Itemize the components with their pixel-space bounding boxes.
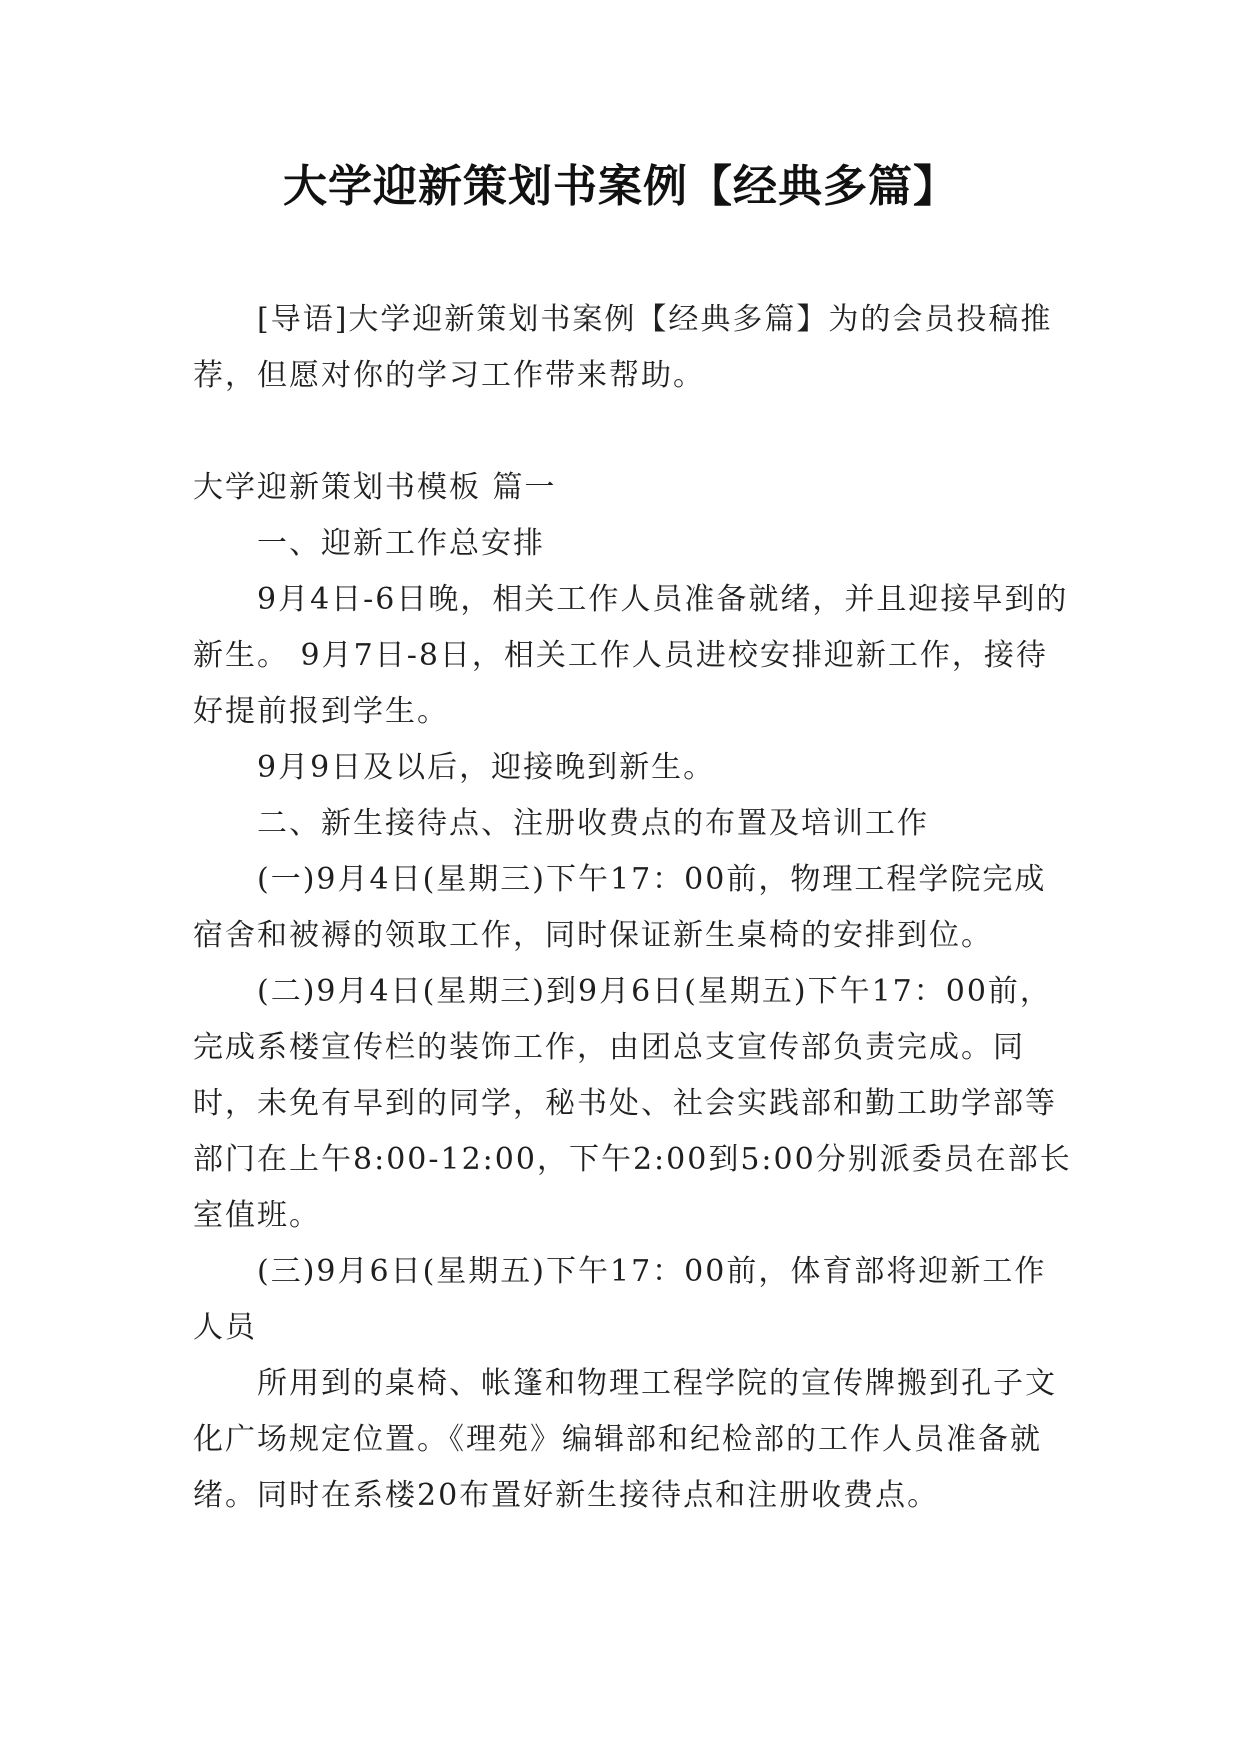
body-paragraph: 9月4日-6日晚，相关工作人员准备就绪，并且迎接早到的新生。 9月7日-8日，相关工作人员进校安排迎新工作，接待好提前报到学生。 bbox=[193, 582, 1069, 729]
intro-paragraph: [导语]大学迎新策划书案例【经典多篇】为的会员投稿推荐，但愿对你的学习工作带来帮助。 bbox=[193, 302, 1053, 393]
body-paragraph: (一)9月4日(星期三)下午17：00前，物理工程学院完成宿舍和被褥的领取工作，同时保证新生桌椅的安排到位。 bbox=[193, 862, 1047, 953]
body-paragraph: (二)9月4日(星期三)到9月6日(星期五)下午17：00前，完成系楼宣传栏的装饰工作，由团总支宣传部负责完成。同时，未免有早到的同学，秘书处、社会实践部和勤工助学部等部门在上午8:00-12:00，下午2:00到5:00分别派委员在部长室值班。 bbox=[193, 974, 1072, 1233]
section-heading: 大学迎新策划书模板 篇一 bbox=[193, 470, 557, 505]
document-body bbox=[193, 292, 1073, 1524]
paragraph-gap bbox=[193, 404, 1073, 460]
body-paragraph: 9月9日及以后，迎接晚到新生。 bbox=[257, 750, 716, 785]
document-title: 大学迎新策划书案例【经典多篇】 bbox=[283, 161, 958, 212]
body-paragraph: (三)9月6日(星期五)下午17：00前，体育部将迎新工作人员 bbox=[193, 1254, 1047, 1345]
body-paragraph: 所用到的桌椅、帐篷和物理工程学院的宣传牌搬到孔子文化广场规定位置。《理苑》编辑部和纪检部的工作人员准备就绪。同时在系楼20布置好新生接待点和注册收费点。 bbox=[193, 1366, 1057, 1513]
body-paragraph: 二、新生接待点、注册收费点的布置及培训工作 bbox=[257, 806, 929, 841]
body-paragraph: 一、迎新工作总安排 bbox=[257, 526, 545, 561]
